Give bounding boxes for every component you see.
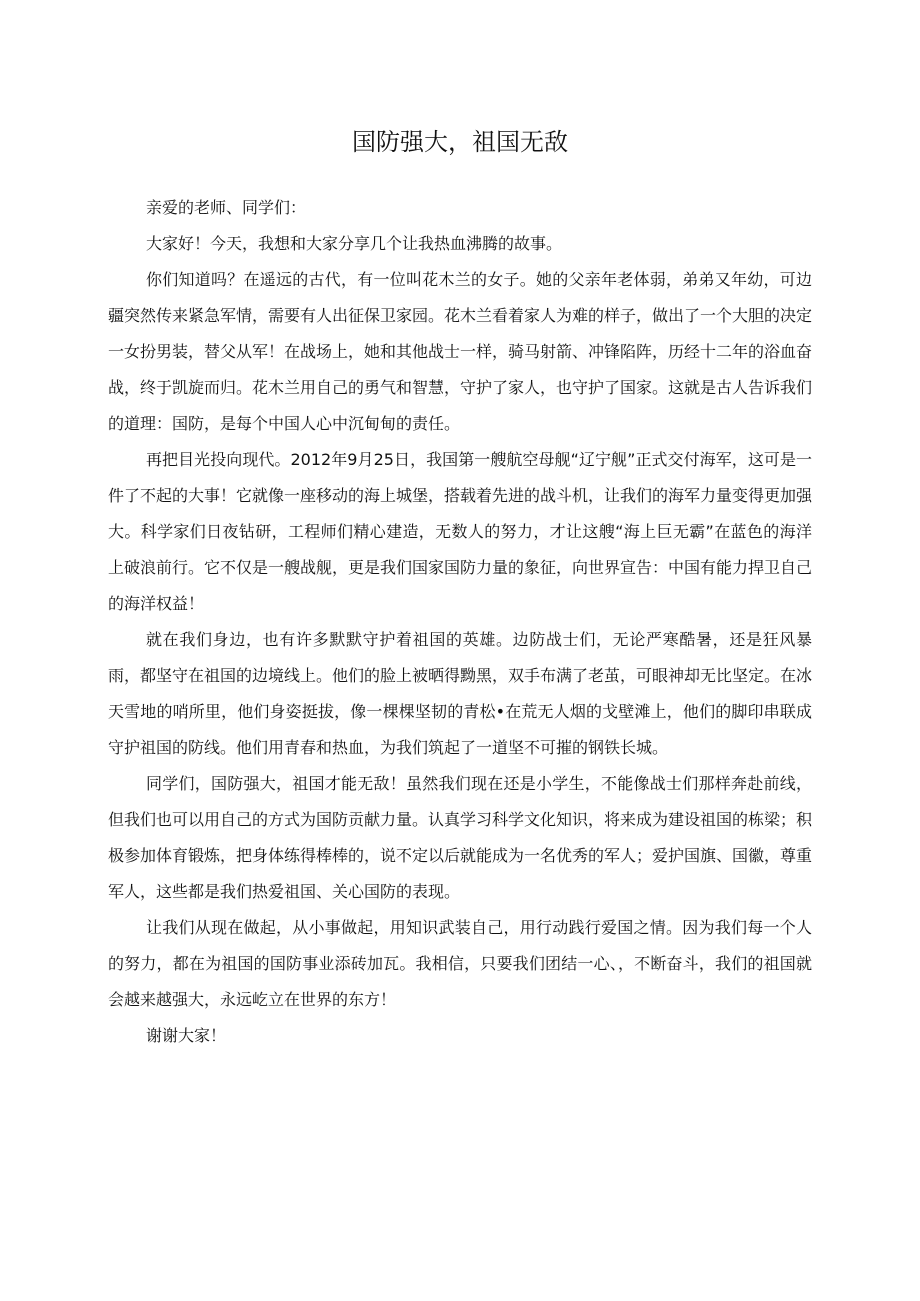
students-contribution-paragraph: 同学们，国防强大，祖国才能无敌！虽然我们现在还是小学生，不能像战士们那样奔赴前线，但我们也可以用自己的方式为国防贡献力量。认真学习科学文化知识，将来成为建设祖国的栋梁；积极参加体育锻炼，把身体练得棒棒的，说不定以后就能成为一名优秀的军人；爱护国旗、国徽，尊重军人，这些都是我们热爱祖国、关心国防的表现。 [108,774,813,901]
document-title: 国防强大，祖国无敌 [352,128,568,156]
hua-mulan-paragraph: 你们知道吗？在遥远的古代，有一位叫花木兰的女子。她的父亲年老体弱，弟弟又年幼，可边疆突然传来紧急军情，需要有人出征保卫家园。花木兰看着家人为难的样子，做出了一个大胆的决定一女扮男装，替父从军！在战场上，她和其他战士一样，骑马射箭、冲锋陷阵，历经十二年的浴血奋战，终于凯旋而归。花木兰用自己的勇气和智慧，守护了家人，也守护了国家。这就是古人告诉我们的道理：国防，是每个中国人心中沉甸甸的责任。 [108,270,813,433]
border-soldiers-paragraph: 就在我们身边，也有许多默默守护着祖国的英雄。边防战士们，无论严寒酷暑，还是狂风暴雨，都坚守在祖国的边境线上。他们的脸上被晒得黝黑，双手布满了老茧，可眼神却无比坚定。在冰天雪地的哨所里，他们身姿挺拔，像一棵棵坚韧的青松•在荒无人烟的戈壁滩上，他们的脚印串联成守护祖国的防线。他们用青春和热血，为我们筑起了一道坚不可摧的钢铁长城。 [108,630,813,757]
greeting-paragraph: 大家好！今天，我想和大家分享几个让我热血沸腾的故事。 [146,234,563,253]
closing-paragraph: 谢谢大家！ [146,1026,227,1045]
liaoning-carrier-paragraph: 再把目光投向现代。2012年9月25日，我国第一艘航空母舰“辽宁舰”正式交付海军，这可是一件了不起的大事！它就像一座移动的海上城堡，搭载着先进的战斗机，让我们的海军力量变得更加强大。科学家们日夜钻研，工程师们精心建造，无数人的努力，才让这艘“海上巨无霸”在蓝色的海洋上破浪前行。它不仅是一艘战舰，更是我们国家国防力量的象征，向世界宣告：中国有能力捍卫自己的海洋权益！ [108,450,813,613]
call-to-action-paragraph: 让我们从现在做起，从小事做起，用知识武装自己，用行动践行爱国之情。因为我们每一个人的努力，都在为祖国的国防事业添砖加瓦。我相信，只要我们团结一心、，不断奋斗，我们的祖国就会越来越强大，永远屹立在世界的东方！ [108,918,812,1009]
salutation-paragraph: 亲爱的老师、同学们： [146,198,307,217]
